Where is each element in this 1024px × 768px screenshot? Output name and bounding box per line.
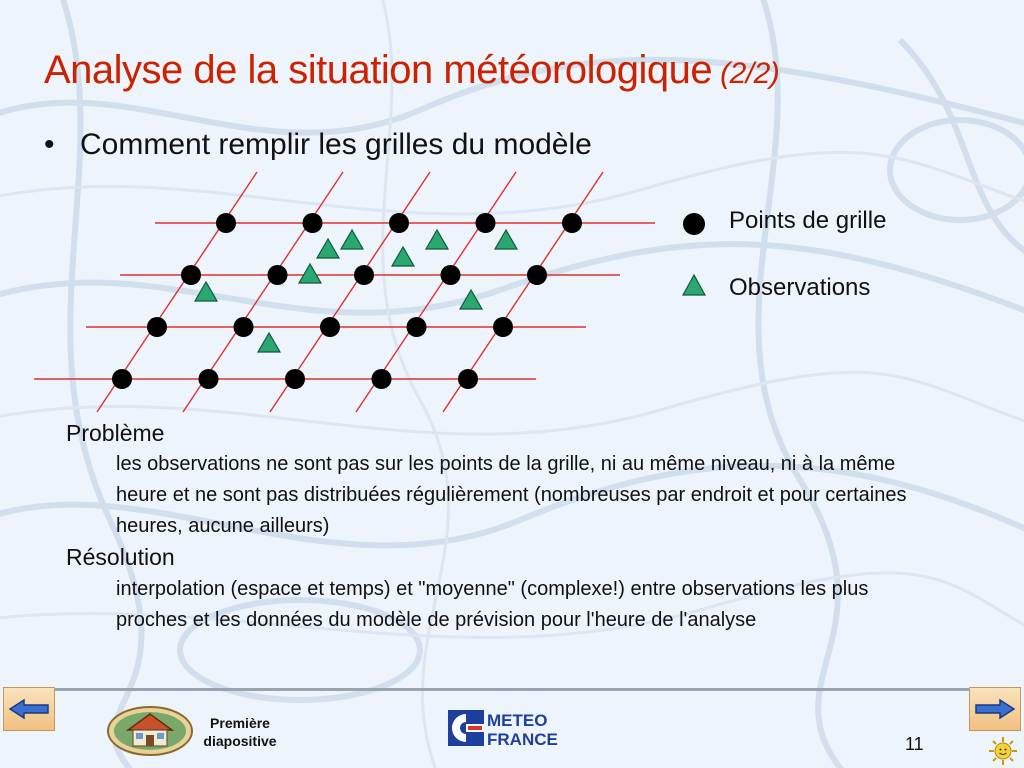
grid-point xyxy=(476,213,496,233)
observation-icon xyxy=(426,230,448,249)
slide-title-text: Analyse de la situation météorologique xyxy=(44,48,713,92)
grid-point xyxy=(562,213,582,233)
grid-point xyxy=(354,265,374,285)
arrow-left-icon xyxy=(4,688,54,730)
grid-point xyxy=(372,369,392,389)
meteo-france-logo xyxy=(447,708,577,748)
observation-icon xyxy=(195,282,217,301)
grid-point xyxy=(458,369,478,389)
grid-point xyxy=(407,317,427,337)
grid-point xyxy=(320,317,340,337)
grid-point xyxy=(493,317,513,337)
previous-slide-button[interactable] xyxy=(3,687,55,731)
legend-grid-point-icon xyxy=(683,213,705,235)
svg-text:METEO: METEO xyxy=(487,711,548,730)
grid-diagonal-lines xyxy=(97,172,603,412)
grid-point xyxy=(181,265,201,285)
legend xyxy=(683,213,705,295)
observation-icon xyxy=(299,264,321,283)
resolution-text: interpolation (espace et temps) et "moyenne" (complexe!) entre observations les plus proches et les données du modèle de prévision pour l'heure de l'analyse xyxy=(116,578,869,631)
bullet-dot: • xyxy=(44,128,55,161)
first-slide-button[interactable] xyxy=(106,704,194,756)
grid-point xyxy=(303,213,323,233)
sun-icon[interactable] xyxy=(988,736,1018,766)
svg-text:FRANCE: FRANCE xyxy=(487,730,558,748)
legend-observation-icon xyxy=(683,275,705,295)
grid-point xyxy=(147,317,167,337)
legend-observations-label: Observations xyxy=(729,274,871,301)
slide-title-suffix: (2/2) xyxy=(720,57,780,90)
arrow-right-icon xyxy=(970,688,1020,730)
next-slide-button[interactable] xyxy=(969,687,1021,731)
problem-heading: Problème xyxy=(66,420,165,446)
observation-icon xyxy=(392,247,414,266)
observation-icon xyxy=(341,230,363,249)
grid-point xyxy=(199,369,219,389)
observation-icon xyxy=(258,333,280,352)
footer-divider xyxy=(55,688,971,691)
grid-point xyxy=(234,317,254,337)
resolution-heading: Résolution xyxy=(66,544,175,570)
grid-point xyxy=(527,265,547,285)
legend-grid-points-label: Points de grille xyxy=(729,207,887,234)
problem-text: les observations ne sont pas sur les points de la grille, ni au même niveau, ni à la même heure et ne sont pas distribuées régulièrement (nombreuses par endroit et pour certaines heures, aucune ailleurs) xyxy=(116,453,907,537)
grid-point xyxy=(389,213,409,233)
first-slide-label xyxy=(190,714,290,750)
house-icon xyxy=(106,704,194,756)
grid-point xyxy=(268,265,288,285)
observation-icon xyxy=(495,230,517,249)
first-slide-label-line2: diapositive xyxy=(203,733,277,749)
page-number: 11 xyxy=(905,734,924,754)
grid-point xyxy=(285,369,305,389)
bullet-text: Comment remplir les grilles du modèle xyxy=(80,128,592,161)
observation-icon xyxy=(460,290,482,309)
observation-icon xyxy=(317,239,339,258)
grid-point xyxy=(216,213,236,233)
first-slide-label-line1: Première xyxy=(210,715,270,731)
grid-point xyxy=(441,265,461,285)
grid-point xyxy=(112,369,132,389)
